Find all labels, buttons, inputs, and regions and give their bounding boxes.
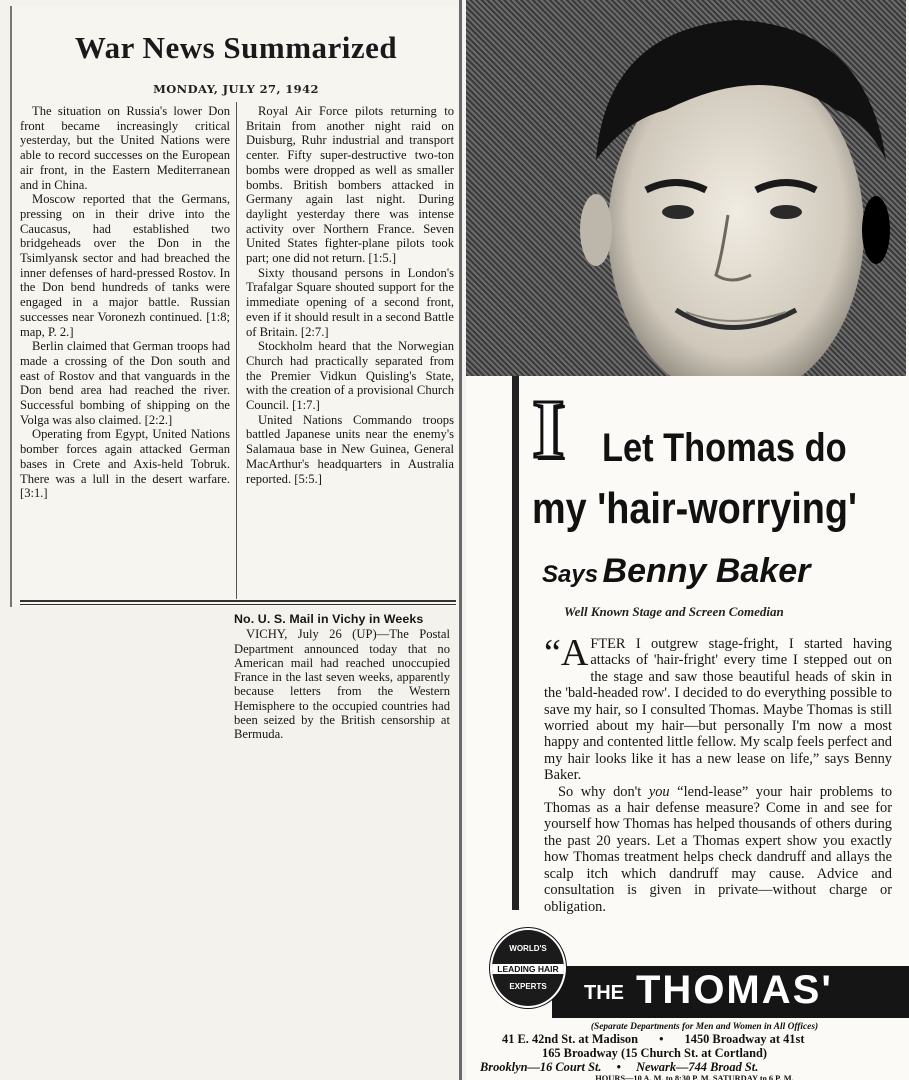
offices-note: (Separate Departments for Men and Women in All Offices) (590, 1022, 819, 1032)
news-column-right (246, 104, 454, 486)
column-divider (236, 102, 237, 599)
headline-initial: I (532, 383, 565, 476)
mail-news-item (234, 612, 450, 742)
globe-badge-icon (490, 928, 566, 1008)
portrait-photo (466, 0, 906, 376)
badge-mid-text: LEADING HAIR (492, 964, 564, 974)
news-clipping (10, 6, 458, 607)
thomas-advertisement (466, 0, 909, 1080)
paragraph: Stockholm heard that the Norwegian Church had practically separated from the Premier Vidkun Quisling's State, with the creation of a provisional Church Council. [1:7.] (246, 339, 454, 413)
portrait-image (466, 0, 906, 376)
address-broadway-41st: 1450 Broadway at 41st (684, 1032, 805, 1046)
ad-vertical-rule (512, 376, 519, 910)
address-broadway-165: 165 Broadway (15 Church St. at Cortland) (542, 1046, 767, 1060)
badge-top-text: WORLD'S (509, 944, 547, 953)
drop-cap: “A (544, 632, 589, 674)
says-word: Says (542, 561, 599, 588)
business-hours: HOURS—10 A. M. to 8:30 P. M. SATURDAY to 6 P. M. (595, 1074, 794, 1080)
pitch-paragraph (544, 784, 892, 915)
ad-footer (466, 922, 909, 1080)
pitch-emphasis: you (648, 783, 670, 800)
paragraph: Royal Air Force pilots returning to Britain from another night raid on Duisburg, Ruhr industrial and transport center. Fifty super-destructive two-ton bombs were dropped as well as smaller bombs. British bombers attacked in Germany again last night. During daylight yesterday there was intense activity over Northern France. Seven United States fighter-plane pilots took part; one did not return. [1:5.] (246, 104, 454, 266)
brand-the: THE (584, 982, 624, 1004)
dateline: MONDAY, JULY 27, 1942 (153, 82, 319, 96)
says-line (542, 552, 810, 591)
paragraph: United Nations Commando troops battled Japanese units near the enemy's Salamaua base in New Guinea, General MacArthur's headquarters in Australia reported. [5:5.] (246, 412, 454, 486)
paragraph: The situation on Russia's lower Don front became increasingly critical yesterday, but the United Nations were able to record successes on the European air front, in the Eastern Mediterranean and in China. (20, 104, 230, 192)
testimonial-text: FTER I outgrew stage-fright, I started having attacks of 'hair-fright' every time I stepped out on the stage and saw those beautiful heads of skin in the 'bald-headed row'. I decided to do everything possible to save my hair, so I consulted Thomas. Maybe Thomas is still worried about my hair—but personally I'm now a most happy and contented little fellow. My scalp feels perfect and my hair looks like it has a new lease on life,” says Benny Baker. (544, 636, 892, 784)
pitch-text-rest: “lend-lease” your hair problems to Thomas as a hair defense measure? Come in and see for yourself how Thomas has helped thousands of others during the past 20 years. Let a Thomas expert show you exactly how Thomas treatment helps check dandruff and allays the scalp itch which dandruff may cause. Advice and consultation is given in private—without charge or obligation. (544, 783, 893, 915)
mail-item-title: No. U. S. Mail in Vichy in Weeks (234, 612, 424, 626)
brand-banner (552, 966, 909, 1018)
page-divider (459, 0, 462, 1080)
address-42nd: 41 E. 42nd St. at Madison (502, 1032, 638, 1046)
page-title: War News Summarized (74, 30, 398, 65)
brand-name: THOMAS' (636, 968, 833, 1012)
address-newark: Newark—744 Broad St. (636, 1060, 759, 1074)
address-line-brooklyn-newark (480, 1060, 909, 1074)
mail-item-body: VICHY, July 26 (UP)—The Postal Department announced today that no American mail had reached unoccupied France in the last seven weeks, apparently because letters from the Western Hemisphere to the occupied countries had been seized by the British censorship at Bermuda. (234, 627, 450, 742)
section-rule (20, 600, 456, 605)
paragraph: Moscow reported that the Germans, pressing on in their drive into the Caucasus, had established two bridgeheads over the Don in the Tsimlyansk sector and had breached the inner defenses of hard-pressed Rostov. In the Don bend hundreds of tanks were engaged in a major battle. Russian successes near Voronezh continued. [1:8; map, P. 2.] (20, 192, 230, 339)
address-line (480, 1032, 909, 1046)
bullet-separator: • (616, 1060, 621, 1074)
office-addresses (480, 1022, 909, 1080)
pitch-text-start: So why don't (558, 783, 649, 800)
ad-headline-line2: my 'hair-worrying' (532, 484, 857, 533)
paragraph: Sixty thousand persons in London's Trafalgar Square shouted support for the immediate opening of a second front, even if it should result in a second Battle of Britain. [2:7.] (246, 265, 454, 339)
address-brooklyn: Brooklyn—16 Court St. (480, 1060, 602, 1074)
paragraph: Operating from Egypt, United Nations bomber forces again attacked German bases in Crete and Axis-held Tobruk. There was a lull in the desert warfare. [3:1.] (20, 427, 230, 501)
bullet-separator: • (659, 1032, 664, 1046)
paragraph: Berlin claimed that German troops had made a crossing of the Don south and east of Rostov and that vanguards in the Don bend area had reached the river. Successful bombing of shipping on the Volga was also claimed. [2:2.] (20, 339, 230, 427)
endorser-name: Benny Baker (602, 552, 811, 590)
endorser-subtitle: Well Known Stage and Screen Comedian (564, 604, 784, 619)
ad-headline-line1: Let Thomas do (602, 426, 847, 470)
news-column-left (20, 104, 230, 501)
ad-body-text (544, 632, 893, 915)
testimonial-paragraph (544, 632, 892, 784)
badge-bottom-text: EXPERTS (509, 982, 547, 991)
